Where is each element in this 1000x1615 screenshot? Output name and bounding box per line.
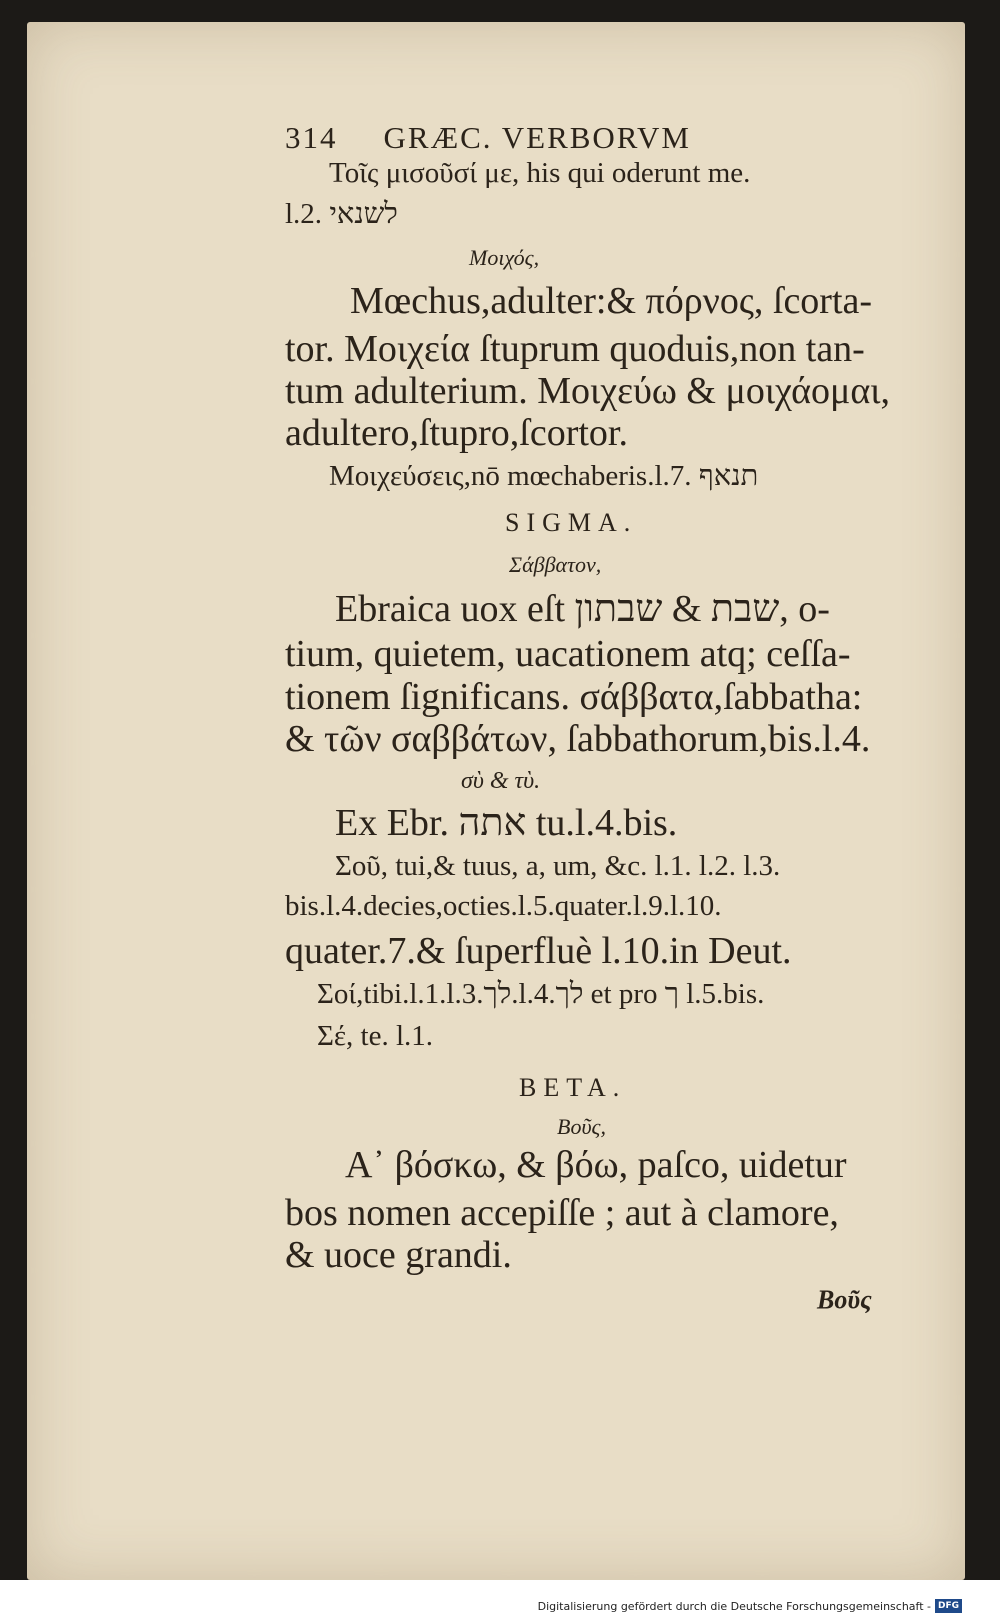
text-line: tium, quietem, uacationem atq; ceſſa- [285,633,851,675]
text-line: quater.7.& ſuperfluè l.10.in Deut. [285,930,792,972]
dfg-logo: DFG [935,1599,962,1613]
text-line: & τῶν σαββάτων, ſabbathorum,bis.l.4. [285,718,871,760]
book-page [27,22,965,1580]
text-line: Ex Ebr. אתה tu.l.4.bis. [335,802,678,844]
text-line: Α᾽ βόσκω, & βόω, paſco, uidetur [345,1144,847,1186]
running-title: GRÆC. VERBORVM [383,120,691,155]
running-header [285,122,691,153]
text-line: adultero,ſtupro,ſcortor. [285,412,628,454]
credit-text: Digitalisierung gefördert durch die Deutsche Forschungsgemeinschaft - [537,1599,931,1613]
text-line: bos nomen accepiſſe ; aut à clamore, [285,1192,839,1234]
section-heading: SIGMA. [505,508,638,537]
text-line: tor. Μοιχεία ſtuprum quoduis,non tan- [285,328,865,370]
text-line: Mœchus,adulter:& πόρνος, ſcorta- [350,280,873,322]
text-line: Μοιχεύσεις,nō mœchaberis.l.7. תנאף [329,460,759,492]
funding-credit [538,1598,962,1614]
entry-heading: Βοῦς, [557,1114,606,1139]
entry-heading: σὺ & τὺ. [461,768,541,794]
entry-heading: Μοιχός, [469,245,540,270]
text-line: Τοῖς μισοῦσί με, his qui oderunt me. [329,157,751,189]
text-line: Ebraica uox eſt שבת & שבתון, o- [335,588,830,630]
text-line: l.2. לשנאי [285,198,398,230]
text-line: & uoce grandi. [285,1234,512,1276]
catchword: Βοῦς [817,1285,872,1314]
text-line: tionem ſignificans. σάββατα,ſabbatha: [285,676,863,718]
text-line: bis.l.4.decies,octies.l.5.quater.l.9.l.10. [285,890,722,922]
text-line: tum adulterium. Μοιχεύω & μοιχάομαι, [285,370,890,412]
entry-heading: Σάββατον, [509,552,602,577]
text-line: Σοῦ, tui,& tuus, a, um, &c. l.1. l.2. l.3. [335,850,781,882]
text-line: Σοί,tibi.l.1.l.3.לך.l.4.לך et pro ך l.5.bis. [317,978,765,1010]
text-line: Σέ, te. l.1. [317,1020,434,1052]
page-number: 314 [285,120,338,155]
section-heading: BETA. [519,1073,627,1102]
